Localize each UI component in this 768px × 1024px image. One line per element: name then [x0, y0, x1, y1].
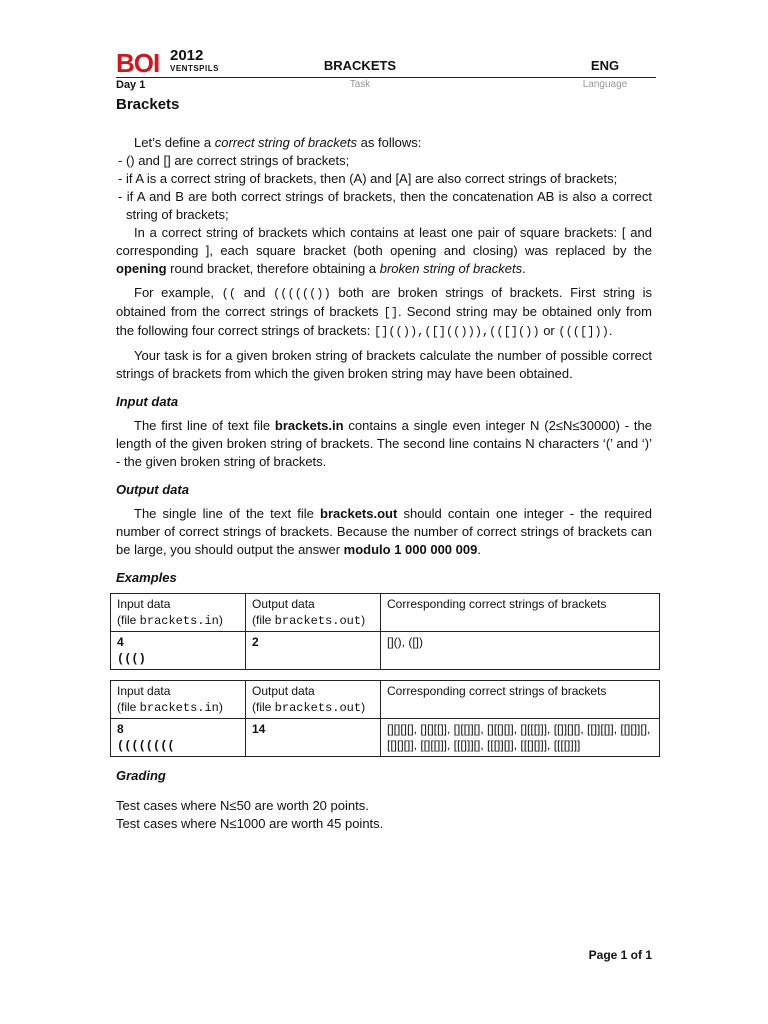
table-cell: Output data (file brackets.out) [246, 681, 381, 719]
table-row [111, 681, 660, 719]
table-cell: [][][][], [][][[]], [][[]][], [][[][]], [][[[]]], [[]][][], [[]][[]], [[][]][], [[][][]], [[][[]]], [[[]]][], [[[]][]], [[[][]]], [[[[]]]] [381, 719, 660, 757]
intro-paragraph: Let’s define a correct string of brackets as follows: [134, 135, 422, 150]
header-rule [116, 77, 656, 78]
table-cell: Output data (file brackets.out) [246, 594, 381, 632]
logo-boi-text: BOI [116, 48, 160, 78]
logo-city: VENTSPILS [170, 64, 219, 73]
table-row [111, 594, 660, 632]
table-cell: 14 [246, 719, 381, 757]
table-cell: 4 ((() [111, 632, 246, 670]
header-task: BRACKETS [323, 58, 397, 73]
logo-year: 2012 [170, 47, 204, 64]
grading-line-1: Test cases where N≤50 are worth 20 points. [116, 798, 369, 813]
rule-item-2: - if A is a correct string of brackets, then (A) and [A] are also correct strings of brackets; [118, 171, 618, 186]
rule-item-1: - () and [] are correct strings of brackets; [118, 153, 350, 168]
page-number: Page 1 of 1 [588, 948, 652, 962]
header-language: ENG [590, 58, 620, 73]
grading-line-2: Test cases where N≤1000 are worth 45 points. [116, 816, 384, 831]
header-task-caption: Task [349, 79, 371, 90]
table-row [111, 719, 660, 757]
table-cell: 2 [246, 632, 381, 670]
examples-heading: Examples [116, 570, 177, 585]
header-language-caption: Language [582, 79, 628, 90]
document-body [116, 134, 652, 833]
table-cell: Input data (file brackets.in) [111, 681, 246, 719]
output-heading: Output data [116, 482, 189, 497]
table-cell: Corresponding correct strings of brackets [381, 681, 660, 719]
table-cell: Input data (file brackets.in) [111, 594, 246, 632]
header-day: Day 1 [116, 79, 146, 91]
example-table-1 [110, 593, 660, 670]
table-row [111, 632, 660, 670]
broken-definition-paragraph: In a correct string of brackets which contains at least one pair of square brackets: [ and corresponding ], each square bracket (both opening and closing) was replaced by the opening round bracket, therefore obtaining a broken string of brackets. [116, 225, 652, 276]
example-table-2 [110, 680, 660, 757]
grading-heading: Grading [116, 768, 166, 783]
page-title: Brackets [116, 96, 180, 113]
output-paragraph: The single line of the text file brackets.out should contain one integer - the required number of correct strings of brackets. Because the number of correct strings of brackets can be large, you should output the answer modulo 1 000 000 009. [116, 506, 653, 557]
input-paragraph: The first line of text file brackets.in contains a single even integer N (2≤N≤30000) - the length of the given broken string of brackets. The second line contains N characters ‘(’ and ‘)’ - the given broken string of brackets. [116, 418, 652, 469]
table-cell: Corresponding correct strings of brackets [381, 594, 660, 632]
task-paragraph: Your task is for a given broken string of brackets calculate the number of possible correct strings of brackets from which the given broken string may have been obtained. [116, 348, 652, 381]
table-cell: 8 (((((((( [111, 719, 246, 757]
input-heading: Input data [116, 394, 179, 409]
rule-item-3: - if A and B are both correct strings of brackets, then the concatenation AB is also a correct string of brackets; [118, 189, 652, 222]
example-paragraph: For example, (( and (((((()) both are broken strings of brackets. First string is obtained from the correct strings of brackets []. Second string may be obtained only from the following four correct strings of brackets: [](()),([](())),(([]()) or ((([])). [116, 285, 652, 339]
table-cell: [](), ([]) [381, 632, 660, 670]
